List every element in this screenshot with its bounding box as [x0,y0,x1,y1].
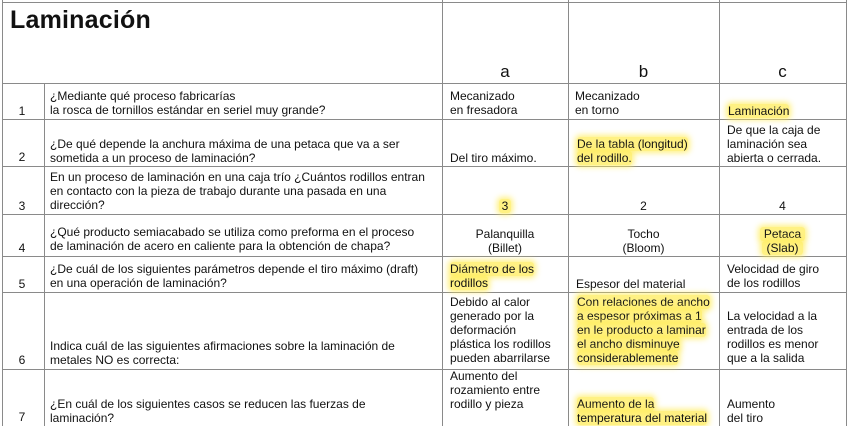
highlighted-answer: Con relaciones de ancho [577,295,710,309]
column-header-c: c [778,62,787,81]
highlighted-answer: Laminación [728,104,790,118]
answer-a [450,369,540,411]
answer-line: entrada de los [727,323,804,337]
answer-line: Del tiro máximo. [450,151,537,165]
table-border-right [846,0,847,426]
column-header-a: a [500,62,510,81]
answer-line: en fresadora [450,103,518,117]
row-number: 4 [18,241,26,255]
answer-line: Aumento del [450,369,518,383]
row-line-2 [2,166,847,167]
highlighted-answer: rodillos [450,276,489,290]
answer-line: rozamiento entre [450,383,541,397]
row-line-6 [2,369,847,370]
question-line: Indica cuál de las siguientes afirmaciones sobre la laminación de [50,339,395,353]
answer-line: De que la caja de [727,123,821,137]
question-text [50,137,436,165]
answer-line: abierta o cerrada. [727,151,822,165]
answer-b [576,277,685,291]
highlighted-answer: 3 [499,199,512,213]
answer-line: Mecanizado [450,89,515,103]
question-line: En un proceso de laminación en una caja trío ¿Cuántos rodillos entran [50,170,425,184]
highlighted-answer: Aumento de la [577,397,655,411]
column-header-b: b [638,62,649,81]
answer-c [727,309,818,365]
answer-line: Tocho [627,227,660,241]
question-line: la rosca de tornillos estándar en seriel muy grande? [50,103,326,117]
question-text [50,262,436,290]
answer-c [719,227,846,255]
answer-line: rodillos es menor [727,337,819,351]
highlighted-answer: De la tabla (longitud) [577,137,688,151]
answer-b [577,137,688,165]
highlighted-answer: en le producto a laminar [577,323,706,337]
row-number: 7 [18,410,26,424]
answer-c [727,123,821,165]
answer-line: Debido al calor [450,295,531,309]
question-text [50,339,436,367]
question-line: de laminación de acero en caliente para la obtención de chapa? [50,239,391,253]
answer-line: rodillo y pieza [450,397,524,411]
answer-line: plástica los rodillos [450,337,551,351]
answer-line: (Billet) [487,241,522,255]
highlighted-answer: del rodillo. [577,151,632,165]
answer-line: en torno [575,103,620,117]
row-line-3 [2,214,847,215]
question-line: sometida a un proceso de laminación? [50,151,256,165]
answer-line: Aumento [727,397,776,411]
question-text [50,397,436,425]
page-title: Laminación [10,6,151,34]
answer-b [577,397,707,425]
highlighted-answer: a espesor próximas a 1 [577,309,702,323]
answer-c [727,262,819,290]
answer-b [575,89,640,117]
answer-line: Mecanizado [575,89,640,103]
highlighted-answer: Diámetro de los [450,262,535,276]
question-text [50,170,436,212]
row-number: 2 [18,150,26,164]
question-line: ¿De qué depende la anchura máxima de una petaca que va a ser [50,137,400,151]
question-line: laminación? [50,411,115,425]
row-line-top [2,2,847,3]
answer-c [728,104,789,118]
answer-a [442,199,568,213]
answer-a [450,89,517,117]
answer-b [568,227,719,255]
question-line: en una operación de laminación? [50,276,227,290]
answer-line: Palanquilla [475,227,535,241]
question-line: ¿En cuál de los siguientes casos se reducen las fuerzas de [50,397,366,411]
answer-line: que a la salida [727,351,805,365]
question-line: ¿Mediante qué proceso fabricarías [50,89,236,103]
question-line: en contacto con la pieza de trabajo durante una pasada en una [50,184,387,198]
row-line-1 [2,119,847,120]
highlighted-answer: Petaca [760,227,805,241]
answer-c [719,199,846,213]
col-divider-number [44,83,45,426]
answer-c [727,397,775,425]
answer-line: Velocidad de giro [727,262,820,276]
answer-line: 2 [640,199,647,213]
answer-b [577,295,710,365]
answer-line: (Bloom) [622,241,665,255]
answer-a [442,227,568,255]
answer-line: laminación sea [727,137,808,151]
answer-line: Espesor del material [576,277,686,291]
row-number: 6 [18,353,26,367]
answer-line: de los rodillos [727,276,801,290]
highlighted-answer: (Slab) [762,241,802,255]
answer-line: del tiro [727,411,764,425]
highlighted-answer: temperatura del material [577,411,708,425]
answer-line: La velocidad a la [727,309,818,323]
question-line: dirección? [50,198,105,212]
question-line: ¿De cuál de los siguientes parámetros depende el tiro máximo (draft) [50,262,419,276]
question-line: metales NO es correcta: [50,353,180,367]
question-text [50,89,436,117]
answer-line: 4 [779,199,786,213]
row-number: 3 [18,199,26,213]
answer-a [450,262,534,290]
row-number: 1 [18,104,26,118]
answer-b [568,199,719,213]
highlighted-answer: considerablemente [577,351,679,365]
question-line: ¿Qué producto semiacabado se utiliza como preforma en el proceso [50,225,415,239]
row-line-5 [2,292,847,293]
row-number: 5 [18,277,26,291]
answer-a [450,295,551,365]
question-text [50,225,436,253]
row-line-header [2,83,847,84]
highlighted-answer: el ancho disminuye [577,337,680,351]
row-line-4 [2,256,847,257]
answer-line: generado por la [450,309,535,323]
answer-line: deformación [450,323,517,337]
answer-a [450,151,537,165]
answer-line: pueden abarrilarse [450,351,551,365]
